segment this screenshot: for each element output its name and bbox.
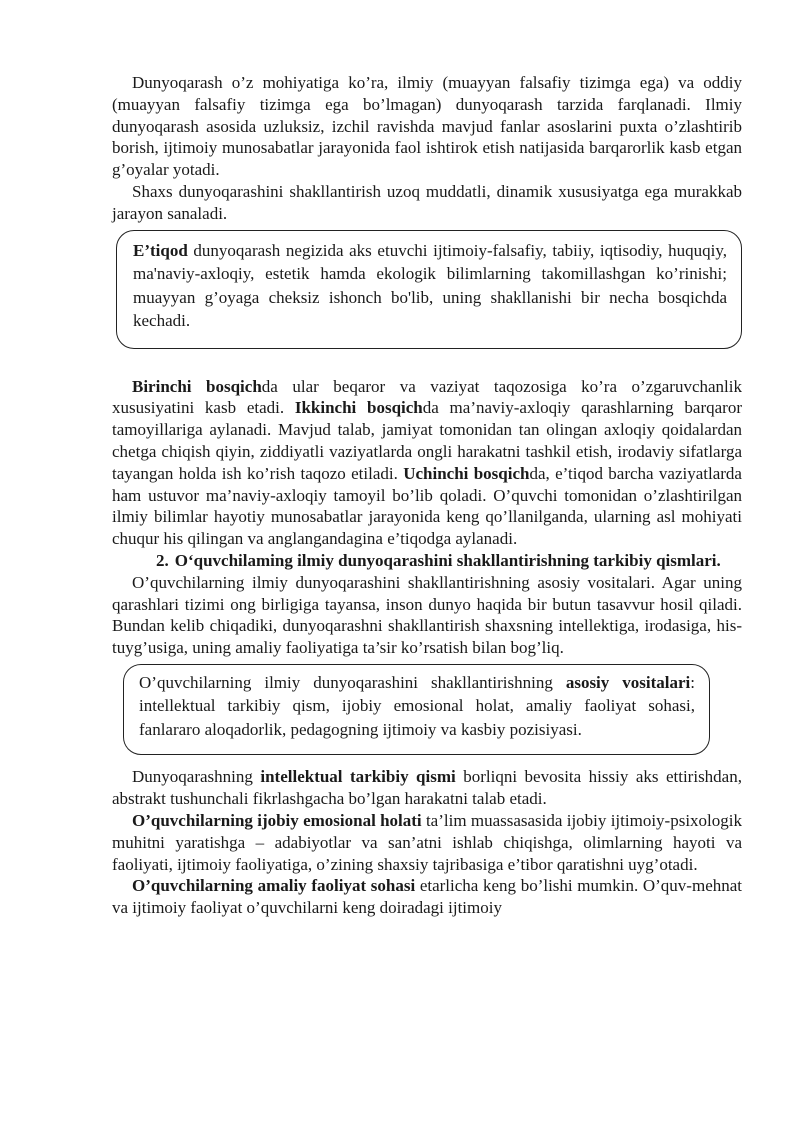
- section-number: 2.: [156, 550, 169, 570]
- main-means-text: [139, 671, 695, 742]
- paragraph-stages: [112, 376, 742, 550]
- stage-first-label: Birinchi bosqich: [132, 376, 262, 396]
- paragraph-main-means: O’quvchilarning ilmiy dunyoqarashini shakllantirishning asosiy vositalari. Agar uning qarashlari tizimi ong birligiga tayansa, inson dunyo haqida bir butun tasavvur hosil qiladi. Bundan kelib chiqadiki, dunyoqarashni shakllantirish shaxsning intellektiga, irodasiga, his-tuyg’usiga, uning amaliy faoliyatiga ta’sir ko’rsatish bilan bog’liq.: [112, 572, 742, 658]
- section-title: O‘quvchilaming ilmiy dunyoqarashini shakllantirishning tarkibiy qismlari.: [174, 550, 721, 570]
- belief-definition-box: [116, 230, 742, 349]
- belief-term: E’tiqod: [133, 240, 188, 260]
- main-means-list: : intellektual tarkibiy qism, ijobiy emosional holat, amaliy faoliyat sohasi, fanlararo aloqadorlik, pedagogning ijtimoiy va kasbiy pozisiyasi.: [139, 672, 695, 739]
- stage-second-text: da ma’naviy-axloqiy qarashlarning barqaror tamoyillariga aylanadi. Mavjud talab, jamiyat tomonidan tan olingan axloqiy qoidalardan chetga chiqish qiyin, ziddiyatli vaziyatlarda ongli harakatni tashkil etish, irodaviy sifatlarga tayangan holda ish ko’rish taqozo etiladi.: [112, 398, 742, 483]
- practical-body: etarlicha keng bo’lishi mumkin. O’quv-mehnat va ijtimoiy faoliyat o’quvchilarni keng doiradagi ijtimoiy: [112, 876, 743, 918]
- stage-second-label: Ikkinchi bosqich: [294, 398, 423, 418]
- paragraph-worldview-formation: Shaxs dunyoqarashini shakllantirish uzoq muddatli, dinamik xususiyatga ega murakkab jarayon sanaladi.: [112, 181, 742, 223]
- belief-definition-text: [133, 239, 727, 333]
- intellectual-body: borliqni bevosita hissiy aks ettirishdan, abstrakt tushunchali fikrlashgacha bo’lgan harakatni talab etadi.: [112, 767, 742, 809]
- stage-third-label: Uchinchi bosqich: [403, 463, 530, 483]
- stage-third-text: da, e’tiqod barcha vaziyatlarda ham ustuvor ma’naviy-axloqiy tamoyil bo’lib qoladi. O’quvchi tomonidan o’zlashtirilgan ilmiy bilimlar hayotiy munosabatlar jarayonida keng qo’llanilganda, ularning asl mohiyati chuqur his qilingan va anglangandagina e’tiqodga aylanadi.: [112, 463, 742, 549]
- stage-first-text: da ular beqaror va vaziyat taqozosiga ko’ra o’zgaruvchanlik xususiyatini kasb etadi.: [112, 376, 742, 418]
- main-means-term: asosiy vositalari: [565, 672, 691, 692]
- emotional-term: O’quvchilarning ijobiy emosional holati: [132, 811, 422, 831]
- intellectual-term: intellektual tarkibiy qismi: [260, 767, 456, 787]
- intellectual-intro: Dunyoqarashning: [132, 767, 261, 787]
- section-heading: [114, 550, 742, 572]
- paragraph-worldview-types: Dunyoqarash o’z mohiyatiga ko’ra, ilmiy (muayyan falsafiy tizimga ega) va oddiy (muayyan falsafiy tizimga ega bo’lmagan) dunyoqarash tarzida farqlanadi. Ilmiy dunyoqarash asosida uzluksiz, izchil ravishda mavjud fanlar asoslarini puxta o’zlashtirib borish, ijtimoiy munosabatlar jarayonida faol ishtirok etish natijasida barqarorlik kasb etgan g’oyalar yotadi.: [112, 73, 742, 180]
- emotional-body: ta’lim muassasasida ijobiy ijtimoiy-psixologik muhitni yaratishga – adabiyotlar va san’atni ishlab chiqishga, olimlarning hayoti va faoliyati, ijtimoiy faoliyatiga, o’zining shaxsiy tajribasiga e’tibor qaratishni uyg’otadi.: [112, 811, 742, 874]
- paragraph-intellectual-component: [112, 766, 742, 810]
- main-means-intro: O’quvchilarning ilmiy dunyoqarashini shakllantirishning: [139, 672, 566, 692]
- paragraph-emotional-state: [112, 810, 742, 875]
- practical-term: O’quvchilarning amaliy faoliyat sohasi: [132, 876, 416, 896]
- paragraph-practical-activity: [112, 875, 742, 919]
- belief-definition-body: dunyoqarash negizida aks etuvchi ijtimoiy-falsafiy, tabiiy, iqtisodiy, huquqiy, ma'naviy-axloqiy, estetik hamda ekologik bilimlarning takomillashgan ko’rinishi; muayyan g’oyaga cheksiz ishonch bo'lib, uning shakllanishi bir necha bosqichda kechadi.: [133, 240, 727, 331]
- main-means-box: [123, 664, 710, 756]
